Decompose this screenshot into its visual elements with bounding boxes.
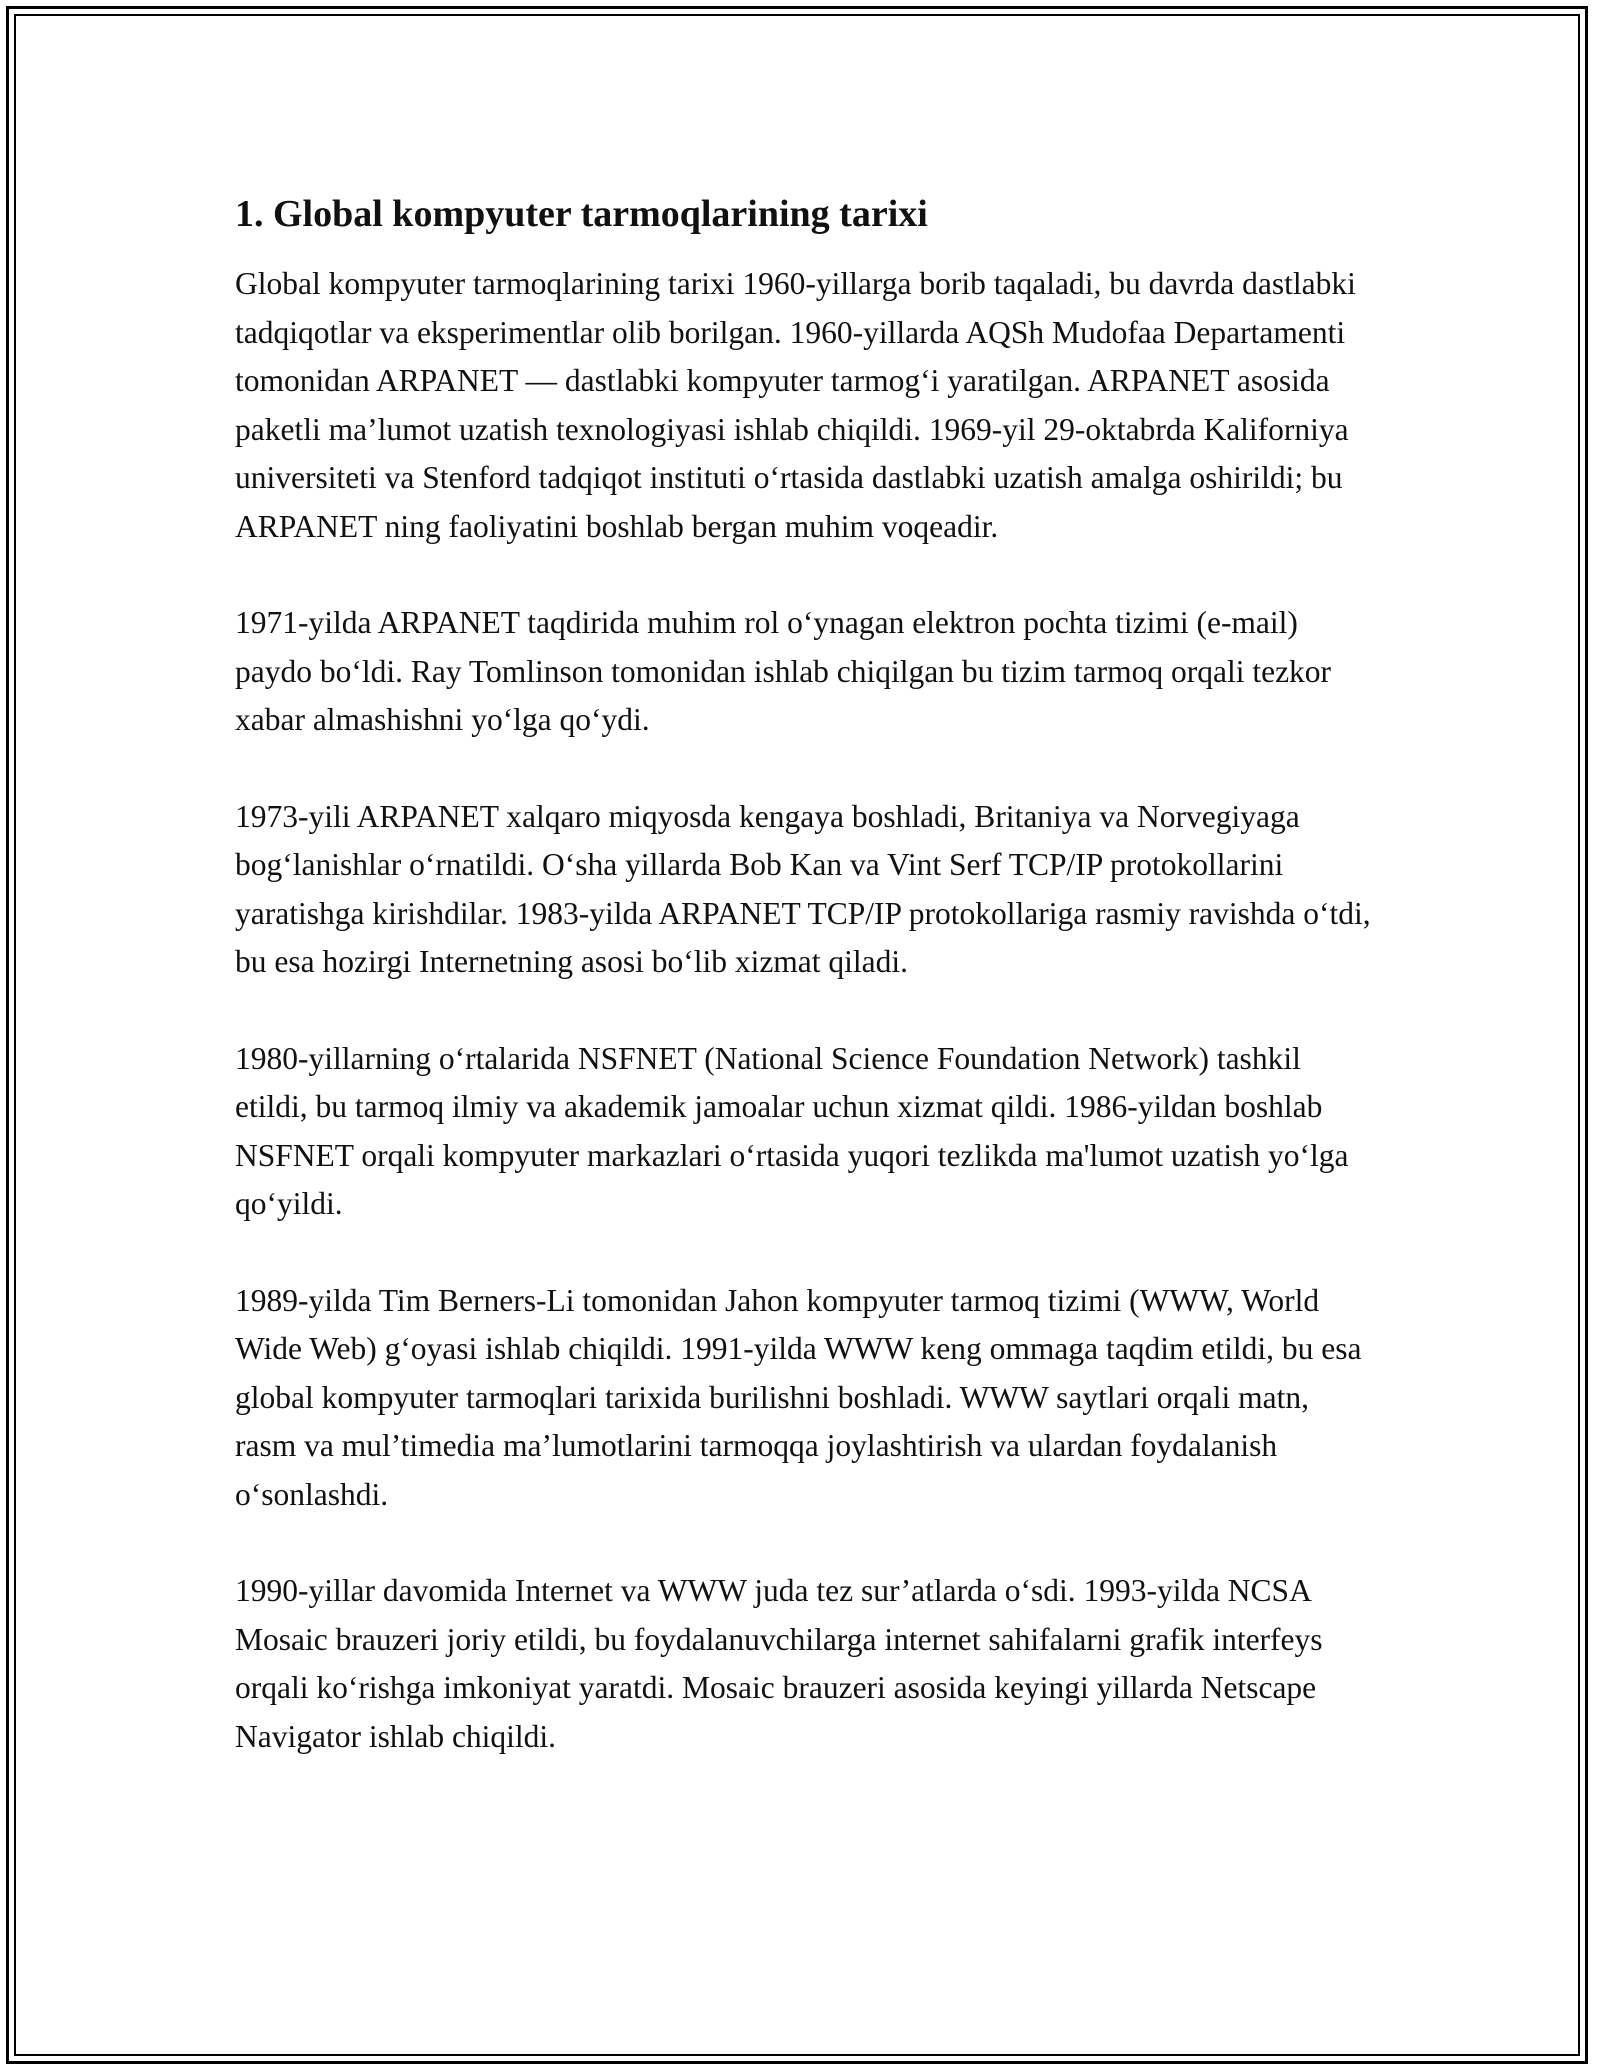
section-heading: 1. Global kompyuter tarmoqlarining tarixi <box>235 193 928 235</box>
document-body <box>235 188 1375 1809</box>
paragraph-arpanet-origins: Global kompyuter tarmoqlarining tarixi 1960-yillarga borib taqaladi, bu davrda dastlabki tadqiqotlar va eksperimentlar olib borilgan. 1960-yillarda AQSh Mudofaa Departamenti tomonidan ARPANET — dastlabki kompyuter tarmog‘i yaratilgan. ARPANET asosida paketli ma’lumot uzatish texnologiyasi ishlab chiqildi. 1969-yil 29-oktabrda Kaliforniya universiteti va Stenford tadqiqot instituti o‘rtasida dastlabki uzatish amalga oshirildi; bu ARPANET ning faoliyatini boshlab bergan muhim voqeadir. <box>235 266 1356 544</box>
paragraph-tcp-ip: 1973-yili ARPANET xalqaro miqyosda kengaya boshladi, Britaniya va Norvegiyaga bog‘lanishlar o‘rnatildi. O‘sha yillarda Bob Kan va Vint Serf TCP/IP protokollarini yaratishga kirishdilar. 1983-yilda ARPANET TCP/IP protokollariga rasmiy ravishda o‘tdi, bu esa hozirgi Internetning asosi bo‘lib xizmat qiladi. <box>235 798 1371 979</box>
paragraph-mosaic: 1990-yillar davomida Internet va WWW juda tez sur’atlarda o‘sdi. 1993-yilda NCSA Mosaic brauzeri joriy etildi, bu foydalanuvchilarga internet sahifalarni grafik interfeys orqali ko‘rishga imkoniyat yaratdi. Mosaic brauzeri asosida keyingi yillarda Netscape Navigator ishlab chiqildi. <box>235 1573 1323 1754</box>
paragraph-nsfnet: 1980-yillarning o‘rtalarida NSFNET (National Science Foundation Network) tashkil etildi, bu tarmoq ilmiy va akademik jamoalar uchun xizmat qildi. 1986-yildan boshlab NSFNET orqali kompyuter markazlari o‘rtasida yuqori tezlikda ma'lumot uzatish yo‘lga qo‘yildi. <box>235 1040 1349 1221</box>
paragraph-email: 1971-yilda ARPANET taqdirida muhim rol o‘ynagan elektron pochta tizimi (e-mail) paydo bo‘ldi. Ray Tomlinson tomonidan ishlab chiqilgan bu tizim tarmoq orqali tezkor xabar almashishni yo‘lga qo‘ydi. <box>235 605 1332 737</box>
paragraph-www: 1989-yilda Tim Berners-Li tomonidan Jahon kompyuter tarmoq tizimi (WWW, World Wide Web) g‘oyasi ishlab chiqildi. 1991-yilda WWW keng ommaga taqdim etildi, bu esa global kompyuter tarmoqlari tarixida burilishni boshladi. WWW saytlari orqali matn, rasm va mul’timedia ma’lumotlarini tarmoqqa joylashtirish va ulardan foydalanish o‘sonlashdi. <box>235 1282 1362 1512</box>
